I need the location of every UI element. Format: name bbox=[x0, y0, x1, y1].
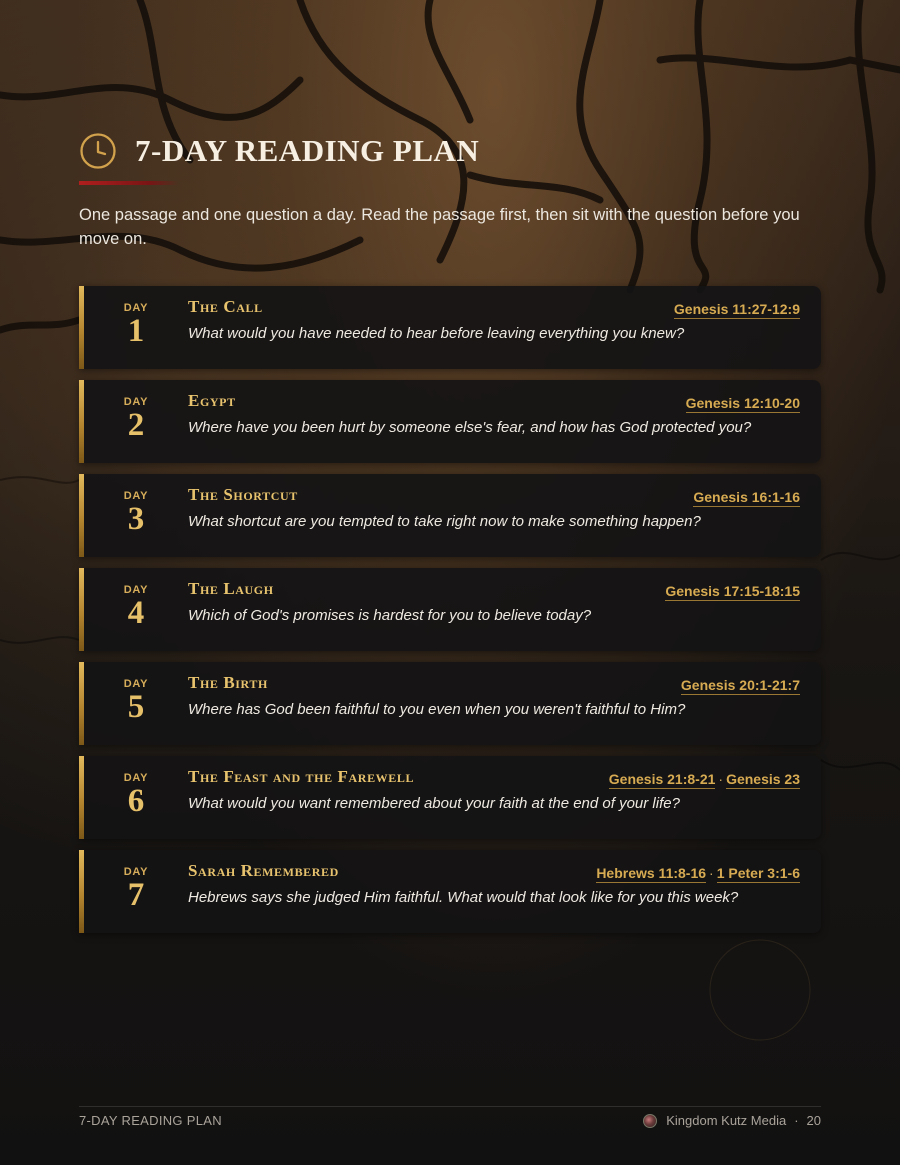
scripture-references bbox=[686, 395, 800, 411]
reference-separator: · bbox=[709, 865, 714, 881]
day-badge bbox=[91, 490, 181, 536]
reflection-question: Which of God's promises is hardest for you to believe today? bbox=[188, 607, 592, 624]
title-underline bbox=[79, 181, 179, 185]
day-label: DAY bbox=[123, 678, 149, 690]
day-title: Egypt bbox=[188, 391, 236, 410]
day-card bbox=[79, 568, 821, 651]
scripture-reference-link[interactable]: Genesis 12:10-20 bbox=[685, 395, 800, 411]
reflection-question: Hebrews says she judged Him faithful. What would that look like for you this week? bbox=[188, 889, 739, 906]
day-card bbox=[79, 662, 821, 745]
footer-divider bbox=[79, 1106, 821, 1107]
reflection-question: What would you have needed to hear before leaving everything you knew? bbox=[188, 325, 685, 342]
day-label: DAY bbox=[123, 396, 149, 408]
scripture-references bbox=[693, 489, 800, 505]
day-card bbox=[79, 474, 821, 557]
scripture-reference-link[interactable]: Genesis 17:15-18:15 bbox=[665, 583, 800, 599]
day-card bbox=[79, 286, 821, 369]
day-label: DAY bbox=[123, 302, 149, 314]
day-title: The Shortcut bbox=[188, 485, 298, 504]
day-number: 3 bbox=[127, 501, 145, 537]
day-number: 7 bbox=[127, 877, 145, 913]
day-badge bbox=[91, 866, 181, 912]
scripture-reference-link[interactable]: Genesis 11:27-12:9 bbox=[673, 301, 800, 317]
footer-section-title: 7-DAY READING PLAN bbox=[79, 1113, 222, 1128]
day-number: 1 bbox=[127, 313, 145, 349]
day-badge bbox=[91, 584, 181, 630]
page-title: 7-DAY READING PLAN bbox=[135, 133, 480, 168]
day-label: DAY bbox=[123, 772, 149, 784]
page-header bbox=[79, 132, 479, 170]
day-title: The Laugh bbox=[188, 579, 274, 598]
scripture-reference-link[interactable]: Genesis 20:1-21:7 bbox=[680, 677, 800, 693]
scripture-reference-link[interactable]: Hebrews 11:8-16 bbox=[596, 865, 707, 881]
page-number: 20 bbox=[806, 1113, 821, 1128]
scripture-references bbox=[665, 583, 800, 599]
scripture-references bbox=[681, 677, 800, 693]
day-badge bbox=[91, 772, 181, 818]
day-number: 4 bbox=[127, 595, 145, 631]
day-badge bbox=[91, 396, 181, 442]
intro-text: One passage and one question a day. Read the passage first, then sit with the question before you move on. bbox=[79, 206, 800, 248]
scripture-reference-link[interactable]: Genesis 16:1-16 bbox=[693, 489, 800, 505]
scripture-reference-link[interactable]: Genesis 23 bbox=[726, 771, 800, 787]
day-title: The Call bbox=[188, 297, 263, 316]
day-label: DAY bbox=[123, 584, 149, 596]
reflection-question: Where has God been faithful to you even when you weren't faithful to Him? bbox=[188, 701, 686, 718]
day-number: 6 bbox=[127, 783, 145, 819]
scripture-reference-link[interactable]: Genesis 21:8-21 bbox=[608, 771, 716, 787]
scripture-reference-link[interactable]: 1 Peter 3:1-6 bbox=[716, 865, 800, 881]
reflection-question: What would you want remembered about your faith at the end of your life? bbox=[188, 795, 680, 812]
day-badge bbox=[91, 302, 181, 348]
reference-separator: · bbox=[718, 771, 724, 787]
day-title: The Feast and the Farewell bbox=[188, 767, 415, 786]
clock-icon bbox=[79, 132, 117, 170]
day-card bbox=[79, 756, 821, 839]
reading-plan-list bbox=[79, 286, 821, 944]
day-title: Sarah Remembered bbox=[188, 861, 339, 880]
brand-name: Kingdom Kutz Media bbox=[666, 1113, 787, 1128]
day-title: The Birth bbox=[188, 673, 268, 692]
day-card bbox=[79, 380, 821, 463]
reflection-question: Where have you been hurt by someone else's fear, and how has God protected you? bbox=[188, 419, 752, 436]
day-label: DAY bbox=[123, 866, 149, 878]
reflection-question: What shortcut are you tempted to take right now to make something happen? bbox=[188, 513, 701, 530]
day-number: 5 bbox=[127, 689, 145, 725]
footer-separator: · bbox=[794, 1113, 799, 1128]
scripture-references bbox=[609, 771, 800, 787]
scripture-references bbox=[596, 865, 800, 881]
brand-logo-icon bbox=[643, 1114, 657, 1128]
day-label: DAY bbox=[123, 490, 149, 502]
day-card bbox=[79, 850, 821, 933]
day-number: 2 bbox=[127, 407, 145, 443]
footer-brand bbox=[643, 1113, 821, 1128]
day-badge bbox=[91, 678, 181, 724]
scripture-references bbox=[674, 301, 800, 317]
